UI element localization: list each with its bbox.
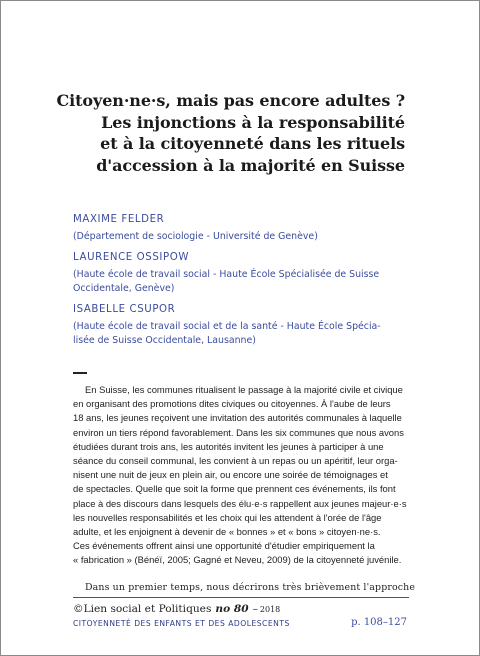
- affiliation-line: (Haute école de travail social et de la santé - Haute École Spécia-: [73, 321, 381, 332]
- body-line: les nouvelles responsabilités et les choix qui les attendent à l'orée de l'âge: [73, 511, 382, 523]
- publication-year: 2018: [259, 605, 281, 614]
- body-line: de spectacles. Quelle que soit la forme que prennent ces événements, ils font: [73, 483, 396, 495]
- body-line: Ces événements offrent ainsi une opportunité d'étudier empiriquement la: [73, 540, 375, 552]
- author-block: [73, 303, 413, 348]
- affiliation-line: (Département de sociologie - Université de Genève): [73, 231, 318, 242]
- journal-citation: [73, 602, 280, 617]
- body-line: étudiées durant trois ans, les autorités invitent les jeunes à participer à une: [73, 440, 384, 452]
- affiliation-line: (Haute école de travail social - Haute École Spécialisée de Suisse: [73, 269, 380, 280]
- author-name: LAURENCE OSSIPOW: [73, 252, 190, 263]
- section-divider: [73, 372, 87, 374]
- author-affiliation: [73, 230, 413, 244]
- body-line: adulte, et les enjoignent à devenir de « bonnes » et « bons » citoyen·ne·s.: [73, 526, 381, 538]
- author-affiliation: [73, 320, 413, 348]
- title-line: d'accession à la majorité en Suisse: [96, 155, 405, 175]
- body-line: « fabrication » (Bénéï, 2005; Gagné et Neveu, 2009) de la citoyenneté juvénile.: [73, 554, 402, 566]
- journal-name: ©Lien social et Politiques: [73, 603, 212, 615]
- author-affiliation: [73, 268, 413, 296]
- second-paragraph-start: Dans un premier temps, nous décrirons très brièvement l'approche: [85, 582, 416, 593]
- author-name: ISABELLE CSUPOR: [73, 304, 176, 315]
- body-line: En Suisse, les communes ritualisent le passage à la majorité civile et civique: [85, 384, 403, 395]
- footer-rule: [73, 597, 409, 598]
- author-block: [73, 213, 413, 244]
- article-title: [45, 90, 405, 176]
- body-line: place à des discours dans lesquels des élu·e·s rappellent aux jeunes majeur·e·s: [73, 497, 407, 509]
- issue-number: no 80: [215, 603, 249, 615]
- body-line: séance du conseil communal, les convient à un repas ou un apéritif, leur orga-: [73, 455, 398, 467]
- title-line: et à la citoyenneté dans les rituels: [100, 134, 405, 154]
- affiliation-line: Occidentale, Genève): [73, 283, 175, 294]
- author-list: [73, 213, 413, 355]
- body-line: environ un tiers répond favorablement. Dans les six communes que nous avons: [73, 426, 404, 438]
- body-line: 18 ans, les jeunes reçoivent une invitation des autorités communales à laquelle: [73, 412, 402, 424]
- citation-dash: –: [252, 603, 258, 615]
- author-block: [73, 251, 413, 296]
- issue-theme: CITOYENNETÉ DES ENFANTS ET DES ADOLESCENTS: [73, 619, 290, 628]
- title-line: Les injonctions à la responsabilité: [101, 112, 405, 132]
- affiliation-line: lisée de Suisse Occidentale, Lausanne): [73, 335, 256, 346]
- title-line: Citoyen·ne·s, mais pas encore adultes ?: [56, 91, 405, 110]
- body-line: en organisant des promotions dites civiques ou citoyennes. À l'aube de leurs: [73, 398, 391, 410]
- body-paragraph: [73, 383, 409, 568]
- body-line: nisent une nuit de jeux en plein air, ou encore une soirée de témoignages et: [73, 469, 388, 481]
- page-range: p. 108–127: [351, 617, 407, 628]
- author-name: MAXIME FELDER: [73, 214, 165, 225]
